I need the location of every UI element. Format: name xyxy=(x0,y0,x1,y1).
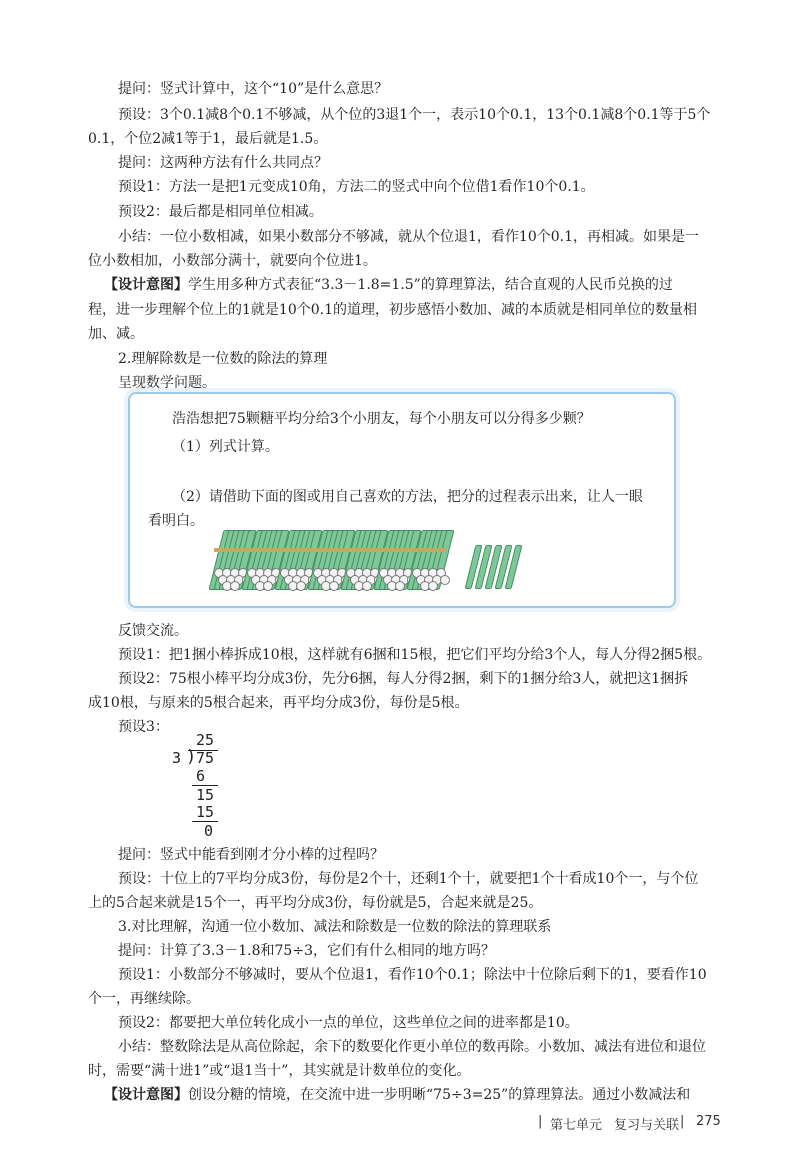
division-divisor: 3 xyxy=(172,749,182,767)
answer-line-cont: 个一，再继续除。 xyxy=(88,991,200,1007)
problem-question: 浩浩想把75颗糖平均分给3个小朋友，每个小朋友可以分得多少颗？ xyxy=(172,411,591,427)
design-intent xyxy=(104,276,800,294)
answer-line: 预设：3个0.1减8个0.1不够减，从个位的3退1个一，表示10个0.1，13个0.1减8个0.1等于5个 xyxy=(118,107,711,123)
design-intent xyxy=(104,1086,800,1104)
footer-divider: | xyxy=(680,1114,685,1129)
answer-line: 预设1：小数部分不够减时，要从个位退1，看作10个0.1；除法中十位除后剩下的1，要看作10 xyxy=(118,967,707,983)
division-bracket: ) xyxy=(186,747,197,767)
answer-line: 预设3： xyxy=(118,719,169,735)
answer-line-cont: 0.1，个位2减1等于1，最后就是1.5。 xyxy=(88,131,328,147)
answer-line: 预设2：最后都是相同单位相减。 xyxy=(118,204,323,220)
summary-line-cont: 时，需要“满十进1”或“退1当十”，其实就是计数单位的变化。 xyxy=(88,1063,471,1079)
answer-line: 预设1：方法一是把1元变成10角，方法二的竖式中向个位借1看作10个0.1。 xyxy=(118,179,595,195)
design-intent-cont: 程，进一步理解个位上的1就是10个0.1的道理，初步感悟小数加、减的本质就是相同单位的数量相 xyxy=(88,302,697,318)
answer-line: 预设2：75根小棒平均分成3份，先分6捆，每人分得2捆，剩下的1捆分给3人，就把这1捆拆 xyxy=(118,671,689,687)
section-sub: 呈现数学问题。 xyxy=(118,375,216,391)
problem-part1: （1）列式计算。 xyxy=(172,439,279,455)
page-number: 275 xyxy=(696,1114,721,1129)
footer-chapter: 第七单元 xyxy=(550,1118,603,1133)
problem-part2: （2）请借助下面的图或用自己喜欢的方法，把分的过程表示出来，让人一眼 xyxy=(172,489,643,505)
summary-line: 小结：一位小数相减，如果小数部分不够减，就从个位退1，看作10个0.1，再相减。如果是一 xyxy=(118,229,699,245)
footer-divider: | xyxy=(538,1114,543,1129)
question-line: 提问：计算了3.3－1.8和75÷3，它们有什么相同的地方吗？ xyxy=(118,943,495,959)
design-intent-text: 创设分糖的情境，在交流中进一步明晰“75÷3=25”的算理算法。通过小数减法和 xyxy=(188,1087,691,1103)
stick-bundle xyxy=(410,530,450,592)
summary-line: 小结：整数除法是从高位除起，余下的数要化作更小单位的数再除。小数加、减法有进位和退位 xyxy=(118,1039,706,1055)
answer-line: 预设1：把1捆小棒拆成10根，这样就有6捆和15根，把它们平均分给3个人，每人分得2捆5根。 xyxy=(118,647,712,663)
division-quotient: 25 xyxy=(196,731,215,749)
footer-section: 复习与关联 xyxy=(614,1118,680,1133)
answer-line: 预设：十位上的7平均分成3份，每份是2个十，还剩1个十，就要把1个十看成10个一，与个位 xyxy=(118,871,699,887)
question-line: 提问：这两种方法有什么共同点？ xyxy=(118,155,328,171)
division-step: 6 xyxy=(196,767,206,785)
division-remainder: 0 xyxy=(204,822,214,840)
section-title: 2.理解除数是一位数的除法的算理 xyxy=(118,351,328,367)
design-intent-tag: 【设计意图】 xyxy=(104,277,188,293)
answer-line-cont: 成10根，与原来的5根合起来，再平均分成3份，每份是5根。 xyxy=(88,695,469,711)
answer-line-cont: 上的5合起来就是15个一，再平均分成3份，每份就是5，合起来就是25。 xyxy=(88,895,543,911)
division-step: 15 xyxy=(196,786,215,804)
section-title: 3.对比理解，沟通一位小数加、减法和除数是一位数的除法的算理联系 xyxy=(118,919,552,935)
design-intent-text: 学生用多种方式表征“3.3－1.8=1.5”的算理算法，结合直观的人民币兑换的过 xyxy=(188,277,673,293)
design-intent-tag: 【设计意图】 xyxy=(104,1087,188,1103)
answer-line: 预设2：都要把大单位转化成小一点的单位，这些单位之间的进率都是10。 xyxy=(118,1015,579,1031)
division-dividend: 75 xyxy=(196,749,215,767)
summary-line-cont: 位小数相加，小数部分满十，就要向个位进1。 xyxy=(88,253,377,269)
question-line: 提问：竖式中能看到刚才分小棒的过程吗？ xyxy=(118,847,384,863)
question-line: 提问：竖式计算中，这个“10”是什么意思？ xyxy=(118,81,389,97)
division-step: 15 xyxy=(196,803,215,821)
problem-part2-cont: 看明白。 xyxy=(148,513,204,529)
feedback-title: 反馈交流。 xyxy=(118,623,188,639)
design-intent-cont: 加、减。 xyxy=(88,326,144,342)
